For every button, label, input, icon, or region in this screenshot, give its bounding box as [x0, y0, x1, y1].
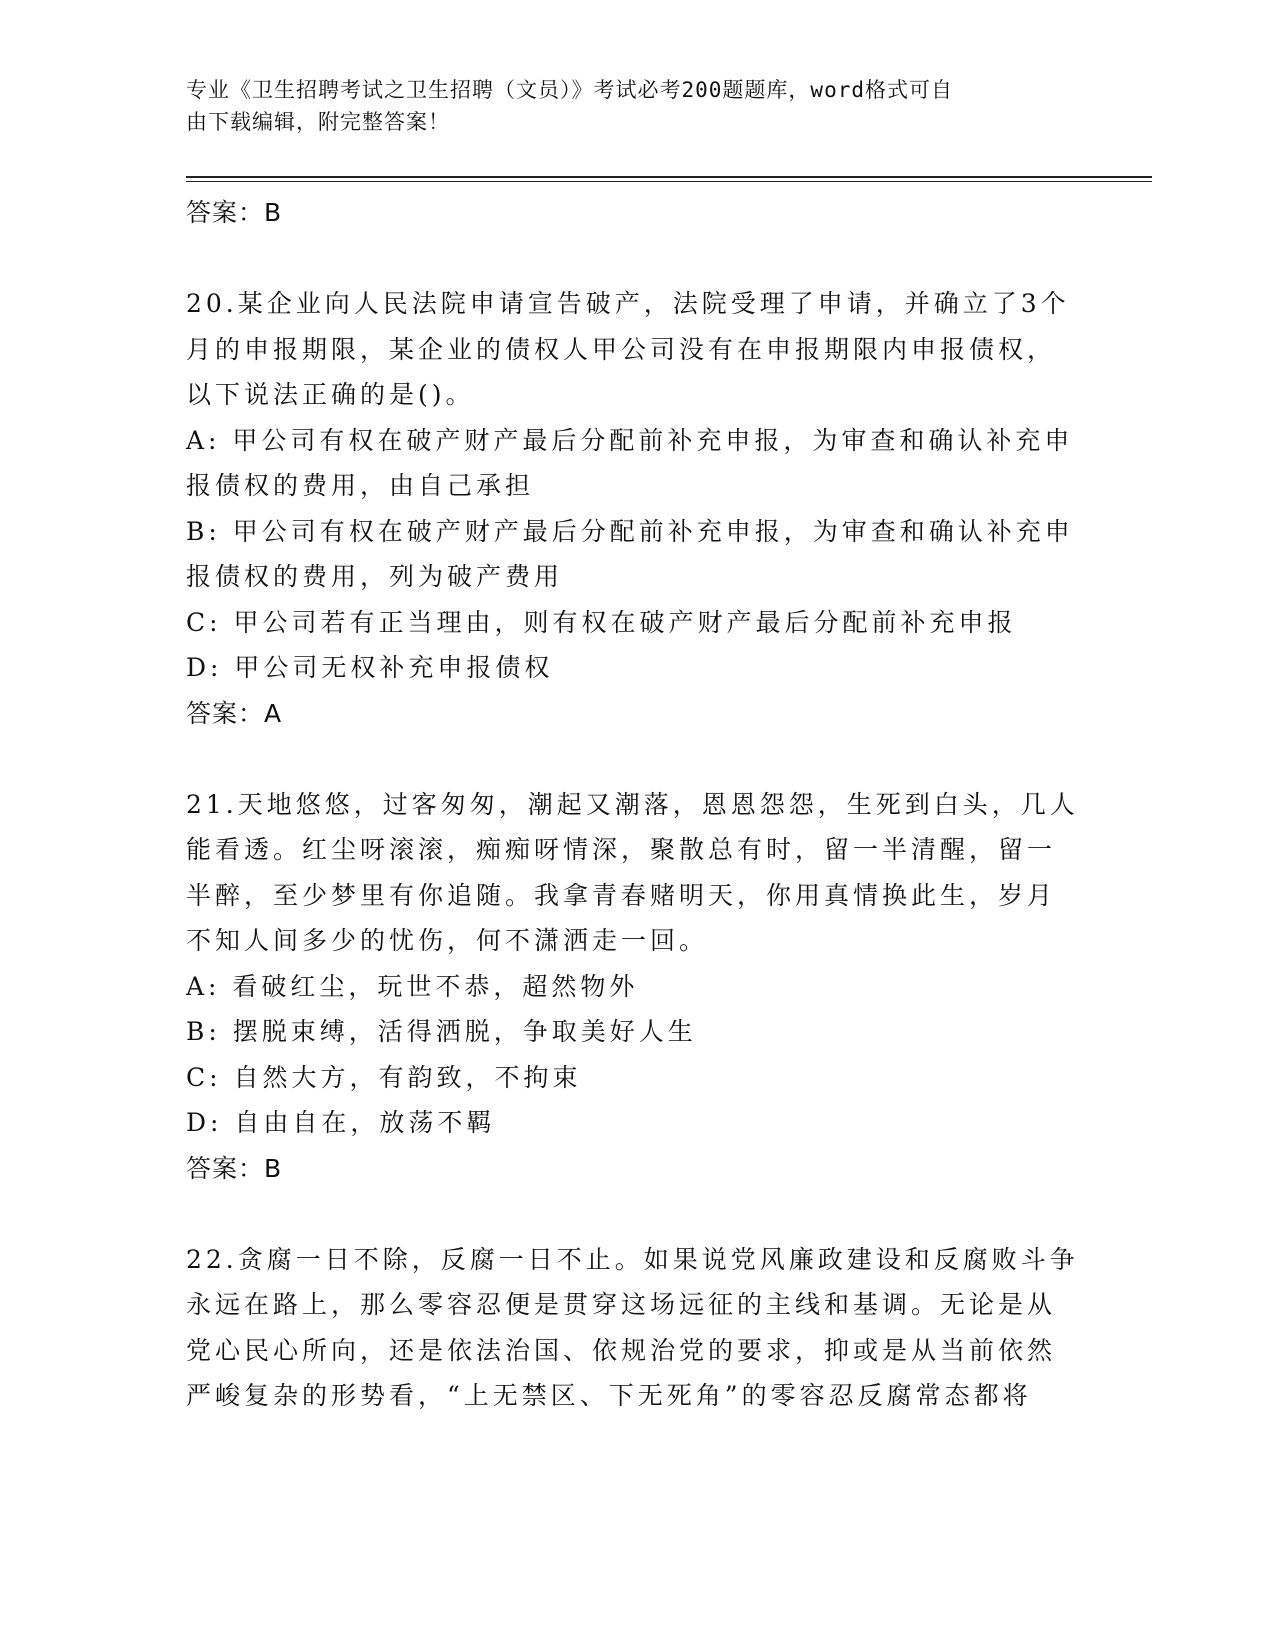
- option-a-line: 报债权的费用，由自己承担: [186, 471, 535, 500]
- option-d-line: D: 甲公司无权补充申报债权: [186, 653, 554, 682]
- question-stem-line: 能看透。红尘呀滚滚，痴痴呀情深，聚散总有时，留一半清醒，留一: [186, 835, 1057, 864]
- question-stem-line: 严峻复杂的形势看，“上无禁区、下无死角”的零容忍反腐常态都将: [186, 1381, 1032, 1410]
- page-header: [186, 74, 1066, 138]
- option-d-line: D: 自由自在，放荡不羁: [186, 1108, 496, 1137]
- option-c-line: C: 甲公司若有正当理由，则有权在破产财产最后分配前补充申报: [186, 607, 1017, 637]
- question-stem-line: 21.天地悠悠，过客匆匆，潮起又潮落，恩恩怨怨，生死到白头，几人: [186, 789, 1079, 819]
- previous-answer: 答案：B: [186, 198, 283, 227]
- answer-line: 答案：A: [186, 698, 283, 728]
- spacer: [186, 1191, 1066, 1237]
- question-20: [186, 281, 1074, 736]
- option-b-line: B: 甲公司有权在破产财产最后分配前补充申报，为审查和确认补充申: [186, 516, 1074, 546]
- question-stem-line: 月的申报期限，某企业的债权人甲公司没有在申报期限内申报债权，: [186, 334, 1057, 364]
- header-divider-thick: [186, 176, 1152, 178]
- header-line-2: 由下载编辑，附完整答案！: [186, 110, 450, 134]
- option-c-line: C: 自然大方，有韵致，不拘束: [186, 1062, 582, 1092]
- answer-line: 答案：B: [186, 1153, 283, 1183]
- question-stem-line: 半醉，至少梦里有你追随。我拿青春赌明天，你用真情换此生，岁月: [186, 880, 1057, 910]
- question-stem-line: 不知人间多少的忧伤，何不潇洒走一回。: [186, 926, 709, 955]
- question-22: [186, 1237, 1079, 1419]
- question-21: [186, 782, 1079, 1192]
- header-line-1: 专业《卫生招聘考试之卫生招聘（文员）》考试必考200题题库，word格式可自: [186, 78, 953, 102]
- question-stem-line: 永远在路上，那么零容忍便是贯穿这场远征的主线和基调。无论是从: [186, 1290, 1057, 1319]
- option-b-line: B: 摆脱束缚，活得洒脱，争取美好人生: [186, 1017, 697, 1046]
- document-body: [186, 190, 1079, 1419]
- question-stem-line: 22.贪腐一日不除，反腐一日不止。如果说党风廉政建设和反腐败斗争: [186, 1244, 1079, 1274]
- spacer: [186, 236, 1066, 282]
- question-stem-line: 以下说法正确的是()。: [186, 380, 475, 409]
- option-a-line: A: 甲公司有权在破产财产最后分配前补充申报，为审查和确认补充申: [186, 425, 1074, 455]
- header-divider-thin: [186, 181, 1152, 182]
- option-b-line: 报债权的费用，列为破产费用: [186, 562, 564, 591]
- question-stem-line: 20.某企业向人民法院申请宣告破产，法院受理了申请，并确立了3个: [186, 289, 1070, 318]
- question-stem-line: 党心民心所向，还是依法治国、依规治党的要求，抑或是从当前依然: [186, 1335, 1057, 1365]
- spacer: [186, 736, 1066, 782]
- option-a-line: A: 看破红尘，玩世不恭，超然物外: [186, 971, 639, 1001]
